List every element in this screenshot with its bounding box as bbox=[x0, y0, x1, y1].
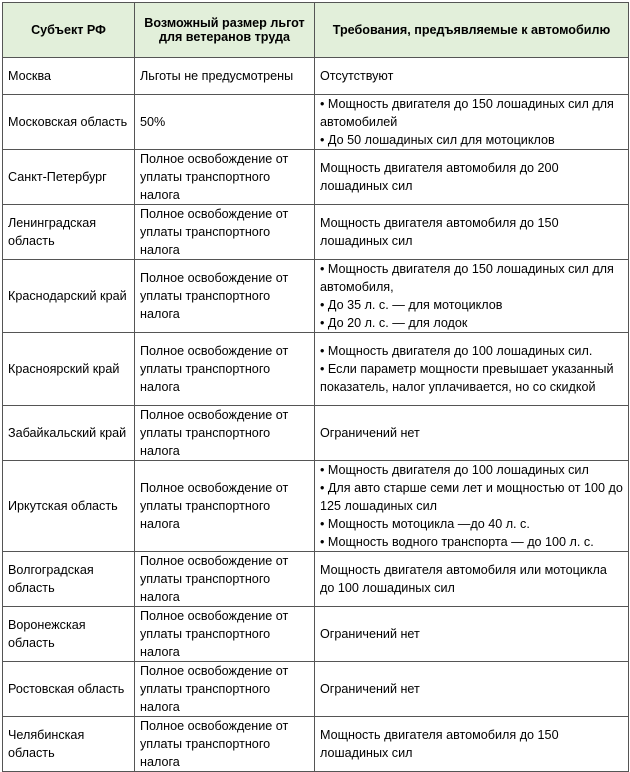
cell-region: Челябинская область bbox=[3, 717, 135, 772]
table-row bbox=[3, 333, 629, 406]
requirement-line: • Мощность водного транспорта — до 100 л. с. bbox=[320, 535, 594, 549]
cell-requirements bbox=[315, 461, 629, 552]
cell-benefit: Полное освобождение от уплаты транспортного налога bbox=[135, 552, 315, 607]
requirement-line: • Мощность двигателя до 150 лошадиных сил для автомобилей bbox=[320, 97, 614, 129]
table-row bbox=[3, 662, 629, 717]
requirement-line: Мощность двигателя автомобиля или мотоцикла до 100 лошадиных сил bbox=[320, 563, 607, 595]
cell-requirements bbox=[315, 150, 629, 205]
cell-requirements bbox=[315, 607, 629, 662]
cell-benefit: Полное освобождение от уплаты транспортного налога bbox=[135, 333, 315, 406]
table-row bbox=[3, 607, 629, 662]
cell-requirements bbox=[315, 260, 629, 333]
cell-benefit: Полное освобождение от уплаты транспортного налога bbox=[135, 260, 315, 333]
table-row bbox=[3, 717, 629, 772]
cell-requirements bbox=[315, 58, 629, 95]
requirement-line: • Мощность двигателя до 150 лошадиных сил для автомобиля, bbox=[320, 262, 614, 294]
header-requirements: Требования, предъявляемые к автомобилю bbox=[315, 3, 629, 58]
cell-benefit: Полное освобождение от уплаты транспортного налога bbox=[135, 406, 315, 461]
requirement-line: • Если параметр мощности превышает указанный показатель, налог уплачивается, но со скидкой bbox=[320, 362, 614, 394]
cell-benefit: Полное освобождение от уплаты транспортного налога bbox=[135, 607, 315, 662]
cell-region: Московская область bbox=[3, 95, 135, 150]
cell-requirements bbox=[315, 717, 629, 772]
benefits-table bbox=[2, 2, 629, 772]
cell-benefit: Льготы не предусмотрены bbox=[135, 58, 315, 95]
cell-region: Иркутская область bbox=[3, 461, 135, 552]
requirement-line: Ограничений нет bbox=[320, 627, 420, 641]
requirement-line: • Мощность двигателя до 100 лошадиных сил bbox=[320, 463, 589, 477]
cell-benefit: Полное освобождение от уплаты транспортного налога bbox=[135, 205, 315, 260]
requirement-line: • Для авто старше семи лет и мощностью от 100 до 125 лошадиных сил bbox=[320, 481, 623, 513]
header-region: Субъект РФ bbox=[3, 3, 135, 58]
cell-requirements bbox=[315, 205, 629, 260]
cell-requirements bbox=[315, 333, 629, 406]
table-row bbox=[3, 461, 629, 552]
cell-region: Воронежская область bbox=[3, 607, 135, 662]
cell-requirements bbox=[315, 552, 629, 607]
cell-benefit: Полное освобождение от уплаты транспортного налога bbox=[135, 461, 315, 552]
cell-benefit: Полное освобождение от уплаты транспортного налога bbox=[135, 150, 315, 205]
cell-requirements bbox=[315, 406, 629, 461]
cell-region: Ростовская область bbox=[3, 662, 135, 717]
cell-region: Волгоградская область bbox=[3, 552, 135, 607]
table-row bbox=[3, 260, 629, 333]
cell-benefit: 50% bbox=[135, 95, 315, 150]
cell-requirements bbox=[315, 95, 629, 150]
requirement-line: • Мощность мотоцикла —до 40 л. с. bbox=[320, 517, 530, 531]
requirement-line: Мощность двигателя автомобиля до 150 лошадиных сил bbox=[320, 728, 559, 760]
table-row bbox=[3, 552, 629, 607]
cell-region: Москва bbox=[3, 58, 135, 95]
cell-region: Ленинградская область bbox=[3, 205, 135, 260]
cell-benefit: Полное освобождение от уплаты транспортного налога bbox=[135, 717, 315, 772]
cell-region: Санкт-Петербург bbox=[3, 150, 135, 205]
requirement-line: • Мощность двигателя до 100 лошадиных сил. bbox=[320, 344, 593, 358]
table-header-row bbox=[3, 3, 629, 58]
cell-region: Краснодарский край bbox=[3, 260, 135, 333]
table-row bbox=[3, 58, 629, 95]
table-row bbox=[3, 95, 629, 150]
cell-region: Забайкальский край bbox=[3, 406, 135, 461]
table-row bbox=[3, 406, 629, 461]
requirement-line: • До 35 л. с. — для мотоциклов bbox=[320, 298, 503, 312]
requirement-line: Отсутствуют bbox=[320, 69, 394, 83]
cell-region: Красноярский край bbox=[3, 333, 135, 406]
table-row bbox=[3, 150, 629, 205]
requirement-line: • До 20 л. с. — для лодок bbox=[320, 316, 468, 330]
requirement-line: Ограничений нет bbox=[320, 682, 420, 696]
cell-benefit: Полное освобождение от уплаты транспортного налога bbox=[135, 662, 315, 717]
requirement-line: Мощность двигателя автомобиля до 200 лошадиных сил bbox=[320, 161, 559, 193]
requirement-line: • До 50 лошадиных сил для мотоциклов bbox=[320, 133, 555, 147]
cell-requirements bbox=[315, 662, 629, 717]
requirement-line: Ограничений нет bbox=[320, 426, 420, 440]
table-row bbox=[3, 205, 629, 260]
header-benefit: Возможный размер льгот для ветеранов труда bbox=[135, 3, 315, 58]
requirement-line: Мощность двигателя автомобиля до 150 лошадиных сил bbox=[320, 216, 559, 248]
